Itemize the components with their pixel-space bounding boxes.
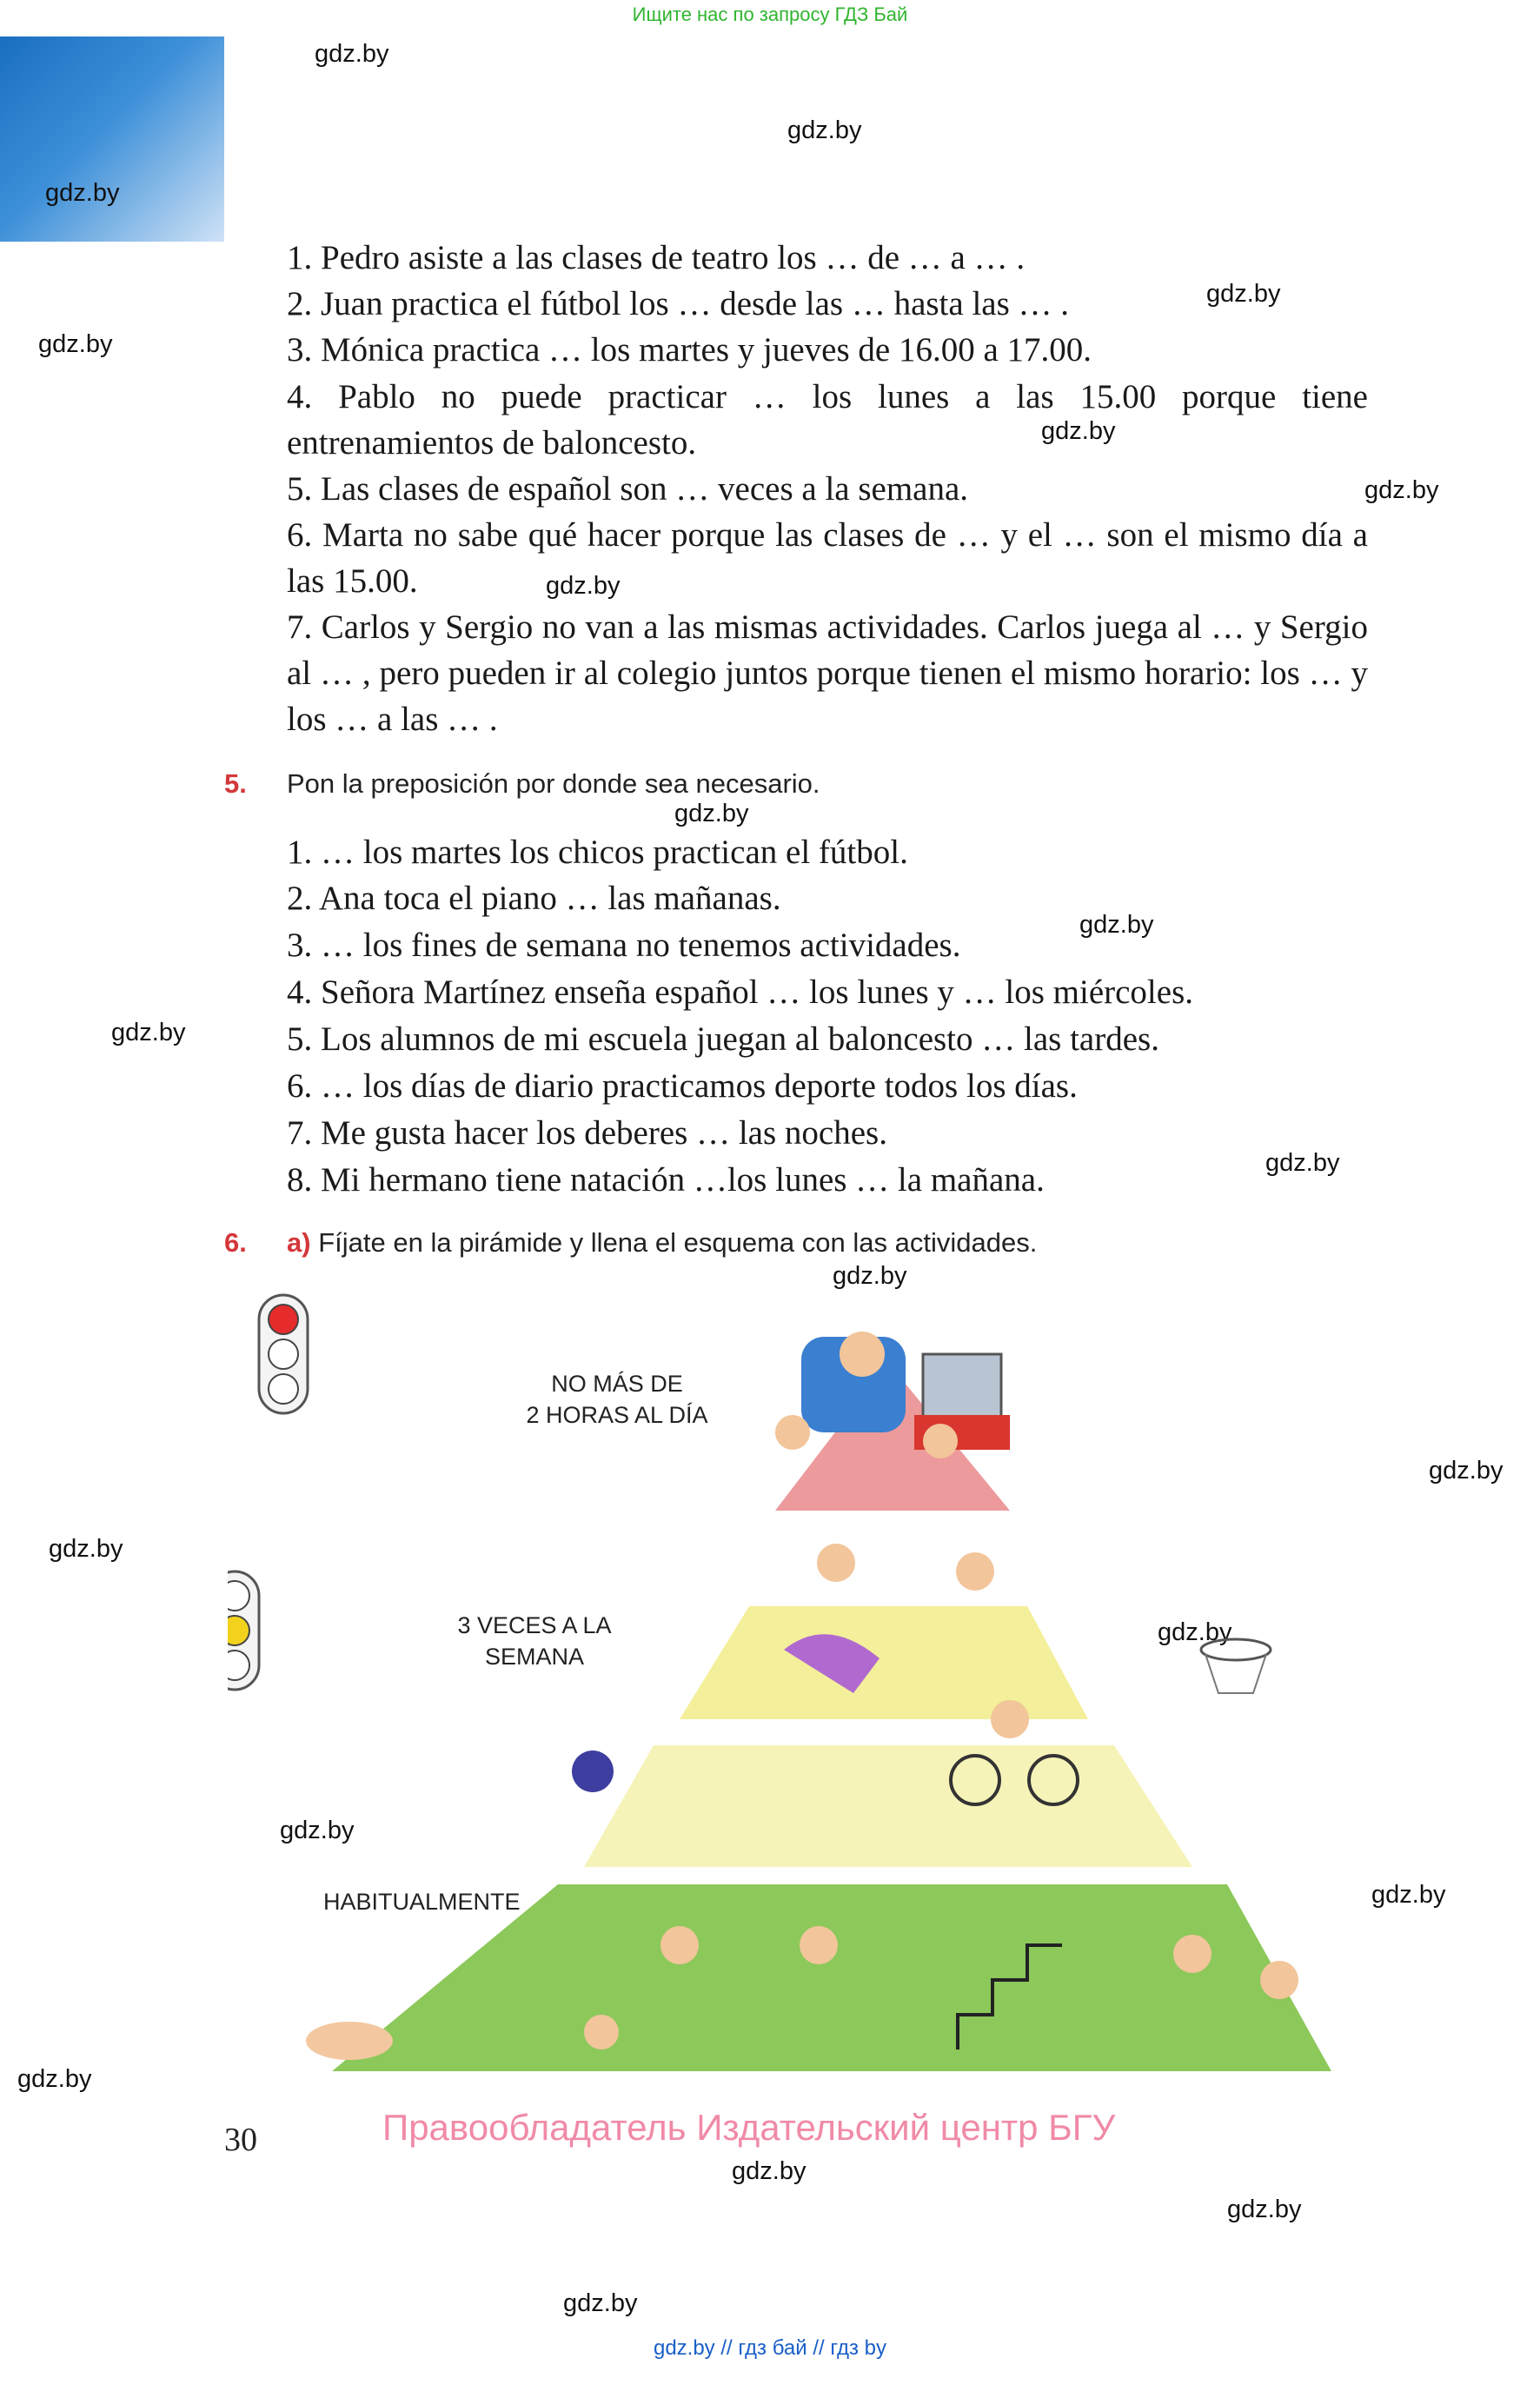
exercise4-item: 2. Juan practica el fútbol los … desde las … hasta las … .	[287, 285, 1070, 322]
pyramid-tier-weekly	[680, 1606, 1088, 1719]
traffic-light-red	[259, 1295, 308, 1413]
watermark: gdz.by	[111, 1019, 186, 1046]
exercise5-item: 6. … los días de diario practicamos deporte todos los días.	[287, 1067, 1078, 1105]
exercise5-item: 7. Me gusta hacer los deberes … las noches.	[287, 1114, 887, 1152]
activity-pyramid-illustration	[228, 1285, 1410, 2110]
watermark: gdz.by	[1206, 280, 1281, 308]
ball	[572, 1751, 614, 1792]
watermark: gdz.by	[833, 1262, 907, 1290]
legend-green	[323, 1886, 558, 1917]
watermark: gdz.by	[563, 2289, 638, 2317]
watermark: gdz.by	[1364, 476, 1439, 504]
exercise5-number: 5.	[224, 768, 247, 799]
watermark: gdz.by	[674, 800, 749, 827]
copyright-notice: Правообладатель Издательский центр БГУ	[382, 2107, 1116, 2148]
watermark: gdz.by	[315, 40, 389, 68]
exercise5-item: 8. Mi hermano tiene natación …los lunes … la mañana.	[287, 1161, 1045, 1199]
legend-yellow-line1: 3 VECES A LA	[457, 1612, 612, 1638]
exercise4-item: 7. Carlos y Sergio no van a las mismas actividades. Carlos juega al … y Sergio al … , pero pueden ir al colegio juntos porque tienen el mismo horario: los … y los … a las … .	[287, 608, 1368, 738]
watermark: gdz.by	[1041, 417, 1116, 445]
watermark: gdz.by	[787, 116, 862, 144]
watermark: gdz.by	[17, 2065, 92, 2093]
legend-red	[513, 1368, 721, 1431]
exercise5-item: 4. Señora Martínez enseña español … los lunes y … los miércoles.	[287, 973, 1194, 1011]
page-number: 30	[224, 2122, 257, 2158]
exercise5-item: 2. Ana toca el piano … las mañanas.	[287, 880, 781, 917]
watermark: gdz.by	[546, 572, 621, 600]
exercise5-item: 5. Los alumnos de mi escuela juegan al baloncesto … las tardes.	[287, 1020, 1159, 1058]
legend-yellow	[435, 1610, 634, 1672]
watermark: gdz.by	[1371, 1881, 1446, 1909]
footer-links[interactable]: gdz.by // гдз бай // гдз by	[653, 2336, 887, 2360]
exercise4-item: 3. Mónica practica … los martes y jueves de 16.00 a 17.00.	[287, 331, 1092, 369]
basketball-hoop	[1201, 1639, 1271, 1693]
watermark: gdz.by	[280, 1817, 355, 1844]
watermark: gdz.by	[732, 2157, 807, 2185]
legend-red-line2: 2 HORAS AL DÍA	[526, 1402, 708, 1428]
legend-green-line1: HABITUALMENTE	[323, 1889, 521, 1915]
exercise5-item: 3. … los fines de semana no tenemos actividades.	[287, 927, 961, 964]
watermark: gdz.by	[1429, 1457, 1503, 1485]
watermark: gdz.by	[38, 330, 113, 358]
legend-yellow-line2: SEMANA	[484, 1644, 585, 1670]
exercise4-item: 5. Las clases de español son … veces a la semana.	[287, 470, 969, 508]
legend-red-line1: NO MÁS DE	[551, 1371, 683, 1397]
pyramid-tier-weekly-lower	[584, 1745, 1192, 1867]
exercise5-item: 1. … los martes los chicos practican el fútbol.	[287, 834, 908, 871]
watermark: gdz.by	[1158, 1618, 1232, 1646]
exercise4-item: 4. Pablo no puede practicar … los lunes a las 15.00 porque tiene entrenamientos de baloncesto.	[287, 378, 1368, 462]
exercise6-instruction-text: Fíjate en la pirámide y llena el esquema con las actividades.	[318, 1227, 1038, 1258]
watermark: gdz.by	[1227, 2196, 1302, 2223]
exercise4-item: 1. Pedro asiste a las clases de teatro los … de … a … .	[287, 239, 1026, 276]
watermark: gdz.by	[49, 1535, 123, 1563]
watermark: gdz.by	[1265, 1149, 1340, 1177]
top-search-link[interactable]: Ищите нас по запросу ГДЗ Бай	[632, 3, 908, 25]
watermark: gdz.by	[45, 179, 120, 207]
exercise6-sub-label: a)	[287, 1227, 311, 1258]
exercise4-item: 6. Marta no sabe qué hacer porque las clases de … y el … son el mismo día a las 15.00.	[287, 516, 1368, 600]
traffic-light-yellow	[228, 1571, 259, 1690]
corner-decoration	[0, 37, 224, 242]
exercise6-number: 6.	[224, 1227, 247, 1258]
exercise5-instruction: Pon la preposición por donde sea necesario.	[287, 768, 820, 799]
watermark: gdz.by	[1079, 911, 1154, 939]
exercise6-instruction	[287, 1227, 1037, 1259]
